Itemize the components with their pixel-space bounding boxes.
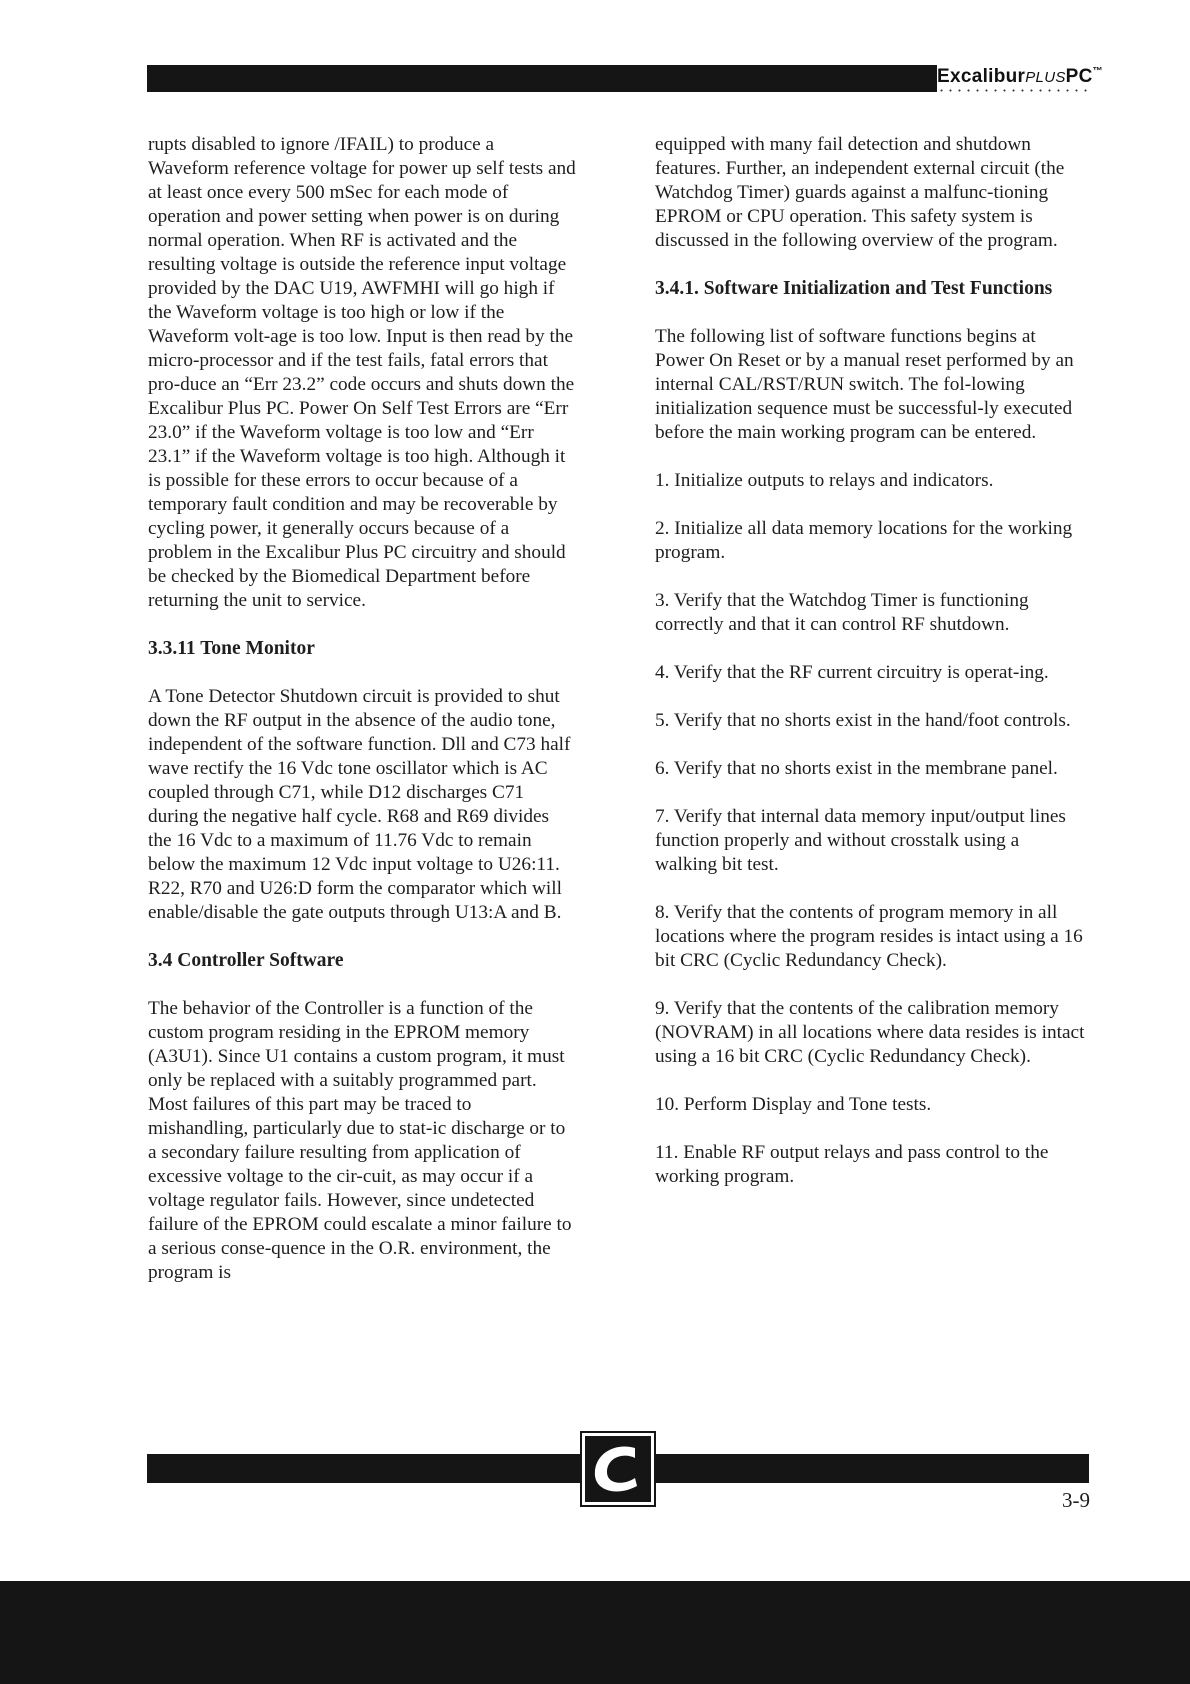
brand-dots xyxy=(937,89,1087,92)
brand-logo xyxy=(937,63,1103,95)
list-item: 6. Verify that no shorts exist in the membrane panel. xyxy=(655,758,1058,779)
scan-edge-band xyxy=(0,1581,1190,1684)
paragraph: equipped with many fail detection and shutdown features. Further, an independent external circuit (the Watchdog Timer) guards against a malfunc-tioning EPROM or CPU operation. This safety system is discussed in the following overview of the program. xyxy=(655,134,1065,251)
section-heading: 3.4 Controller Software xyxy=(148,950,344,971)
list-item: 4. Verify that the RF current circuitry is operat-ing. xyxy=(655,662,1049,683)
section-heading: 3.4.1. Software Initialization and Test Functions xyxy=(655,278,1053,299)
list-item: 8. Verify that the contents of program memory in all locations where the program resides is intact using a 16 bit CRC (Cyclic Redundancy Check). xyxy=(655,902,1083,971)
paragraph: A Tone Detector Shutdown circuit is provided to shut down the RF output in the absence of the audio tone, independent of the software function. Dll and C73 half wave rectify the 16 Vdc tone oscillator which is AC coupled through C71, while D12 discharges C71 during the negative half cycle. R68 and R69 divides the 16 Vdc to a maximum of 11.76 Vdc to remain below the maximum 12 Vdc input voltage to U26:11. R22, R70 and U26:D form the comparator which will enable/disable the gate outputs through U13:A and B. xyxy=(148,686,571,923)
left-column xyxy=(148,133,576,1309)
list-item: 1. Initialize outputs to relays and indicators. xyxy=(655,470,994,491)
list-item: 3. Verify that the Watchdog Timer is functioning correctly and that it can control RF shutdown. xyxy=(655,590,1029,635)
brand-main: Excalibur xyxy=(937,66,1026,87)
list-item: 7. Verify that internal data memory input/output lines function properly and without crosstalk using a walking bit test. xyxy=(655,806,1066,875)
list-item: 5. Verify that no shorts exist in the hand/foot controls. xyxy=(655,710,1071,731)
paragraph: The following list of software functions begins at Power On Reset or by a manual reset performed by an internal CAL/RST/RUN switch. The fol-lowing initialization sequence must be successful-ly executed before the main working program can be entered. xyxy=(655,326,1074,443)
section-heading: 3.3.11 Tone Monitor xyxy=(148,638,315,659)
brand-pc: PC xyxy=(1065,66,1093,87)
list-item: 9. Verify that the contents of the calibration memory (NOVRAM) in all locations where data resides is intact using a 16 bit CRC (Cyclic Redundancy Check). xyxy=(655,998,1085,1067)
list-item: 11. Enable RF output relays and pass control to the working program. xyxy=(655,1142,1049,1187)
brand-plus: PLUS xyxy=(1025,69,1066,86)
header-bar xyxy=(147,65,937,92)
paragraph: rupts disabled to ignore /IFAIL) to produce a Waveform reference voltage for power up self tests and at least once every 500 mSec for each mode of operation and power setting when power is on during normal operation. When RF is activated and the resulting voltage is outside the reference input voltage provided by the DAC U19, AWFMHI will go high if the Waveform voltage is too high or low if the Waveform volt-age is too low. Input is then read by the micro-processor and if the test fails, fatal errors that pro-duce an “Err 23.2” code occurs and shuts down the Excalibur Plus PC. Power On Self Test Errors are “Err 23.0” if the Waveform voltage is too low and “Err 23.1” if the Waveform voltage is too high. Although it is possible for these errors to occur because of a temporary fault condition and may be recoverable by cycling power, it generally occurs because of a problem in the Excalibur Plus PC circuitry and should be checked by the Biomedical Department before returning the unit to service. xyxy=(148,134,576,611)
c-logo-icon xyxy=(585,1436,651,1502)
paragraph: The behavior of the Controller is a function of the custom program residing in the EPROM memory (A3U1). Since U1 contains a custom program, it must only be replaced with a suitably programmed part. Most failures of this part may be traced to mishandling, particularly due to stat-ic discharge or to a secondary failure resulting from application of excessive voltage to the cir-cuit, as may occur if a voltage regulator fails. However, since undetected failure of the EPROM could escalate a minor failure to a serious conse-quence in the O.R. environment, the program is xyxy=(148,998,572,1283)
list-item: 10. Perform Display and Tone tests. xyxy=(655,1094,932,1115)
right-column xyxy=(655,133,1085,1213)
page-number: 3-9 xyxy=(1062,1488,1090,1512)
list-item: 2. Initialize all data memory locations for the working program. xyxy=(655,518,1073,563)
company-logo-icon xyxy=(582,1433,654,1505)
brand-tm: ™ xyxy=(1092,66,1103,77)
